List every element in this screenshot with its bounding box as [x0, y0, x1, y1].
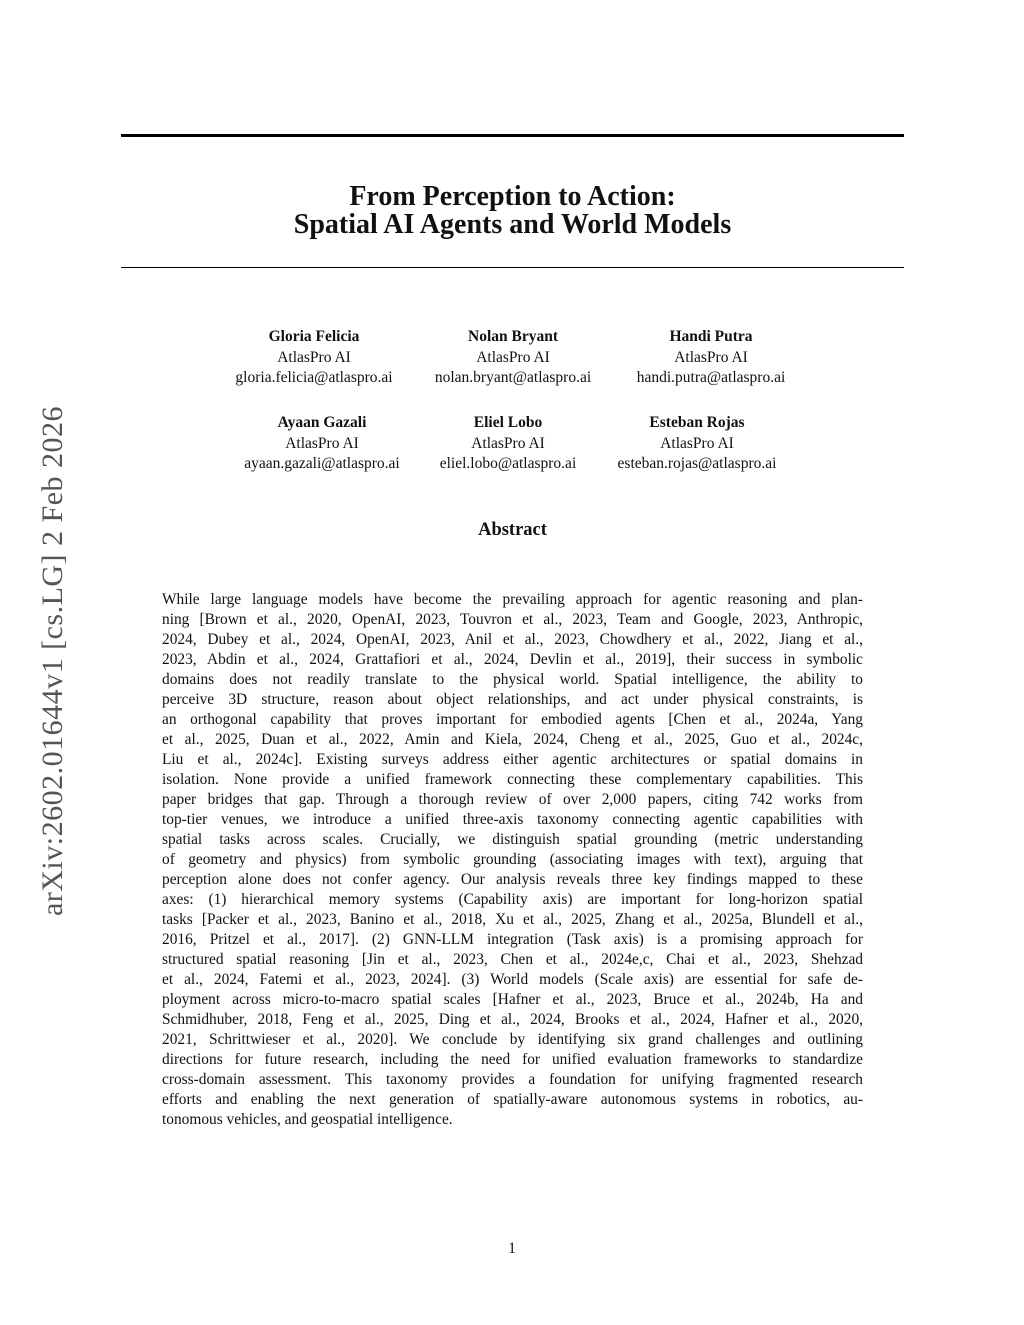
abstract-line: While large language models have become the prevailing approach for agentic reasoning and plan-	[162, 591, 863, 608]
abstract-line: 2016, Pritzel et al., 2017]. (2) GNN-LLM integration (Task axis) is a promising approach for	[162, 931, 863, 948]
author-affiliation: AtlasPro AI	[285, 434, 359, 452]
author-email[interactable]: nolan.bryant@atlaspro.ai	[434, 369, 592, 386]
abstract-line: axes: (1) hierarchical memory systems (Capability axis) are important for long-horizon spatial	[162, 891, 863, 908]
author-affiliation: AtlasPro AI	[277, 348, 351, 366]
abstract-line: domains does not readily translate to the physical world. Spatial intelligence, the ability to	[162, 671, 863, 688]
title-rule-bottom	[121, 267, 904, 268]
title-line-2: Spatial AI Agents and World Models	[293, 209, 732, 240]
abstract-line: Liu et al., 2024c]. Existing surveys address either agentic architectures or spatial domains in	[162, 751, 863, 768]
abstract-line: 2024, Dubey et al., 2024, OpenAI, 2023, Anil et al., 2023, Chowdhery et al., 2022, Jiang et al.,	[162, 631, 863, 648]
abstract-line: perception alone does not confer agency. Our analysis reveals three key findings mapped to these	[162, 871, 863, 888]
abstract-line: paper bridges that gap. Through a thorough review of over 2,000 papers, citing 742 works from	[162, 791, 863, 808]
author-block-ayaan-gazali	[222, 413, 422, 475]
abstract-heading: Abstract	[478, 520, 547, 540]
author-block-eliel-lobo	[408, 413, 608, 475]
abstract-line: et al., 2024, Fatemi et al., 2023, 2024]. (3) World models (Scale axis) are essential for safe de-	[162, 971, 863, 988]
abstract-line: top-tier venues, we introduce a unified three-axis taxonomy connecting agentic capabilities with	[162, 811, 863, 828]
abstract-line: an orthogonal capability that proves important for embodied agents [Chen et al., 2024a, Yang	[162, 711, 863, 728]
abstract-line: 2021, Schrittwieser et al., 2020]. We conclude by identifying six grand challenges and outlining	[162, 1031, 863, 1048]
author-block-esteban-rojas	[597, 413, 797, 475]
author-name: Eliel Lobo	[473, 414, 543, 431]
title-line-1: From Perception to Action:	[349, 181, 676, 212]
author-block-nolan-bryant	[413, 327, 613, 389]
author-block-gloria-felicia	[214, 327, 414, 389]
abstract-line: ployment across micro-to-macro spatial scales [Hafner et al., 2023, Bruce et al., 2024b, Ha and	[162, 991, 863, 1008]
abstract-line: tonomous vehicles, and geospatial intelligence.	[162, 1111, 453, 1128]
author-affiliation: AtlasPro AI	[471, 434, 545, 452]
abstract-line: et al., 2025, Duan et al., 2022, Amin and Kiela, 2024, Cheng et al., 2025, Guo et al., 2024c,	[162, 731, 863, 748]
author-affiliation: AtlasPro AI	[660, 434, 734, 452]
abstract-line: directions for future research, including the need for unified evaluation frameworks to standardize	[162, 1051, 863, 1068]
paper-title	[121, 183, 904, 239]
author-name: Gloria Felicia	[268, 328, 360, 345]
abstract-line: perceive 3D structure, reason about object relationships, and act under physical constraints, is	[162, 691, 863, 708]
abstract-line: Schmidhuber, 2018, Feng et al., 2025, Ding et al., 2024, Brooks et al., 2024, Hafner et al., 2020,	[162, 1011, 863, 1028]
author-block-handi-putra	[611, 327, 811, 389]
author-name: Nolan Bryant	[468, 328, 558, 345]
abstract-line: isolation. None provide a unified framework connecting these complementary capabilities. This	[162, 771, 863, 788]
author-name: Handi Putra	[669, 328, 753, 345]
abstract-line: ning [Brown et al., 2020, OpenAI, 2023, Touvron et al., 2023, Team and Google, 2023, Anthropic,	[162, 611, 863, 628]
author-email[interactable]: ayaan.gazali@atlaspro.ai	[244, 455, 400, 472]
abstract-line: 2023, Abdin et al., 2024, Grattafiori et al., 2024, Devlin et al., 2019], their success in symbolic	[162, 651, 863, 668]
author-affiliation: AtlasPro AI	[674, 348, 748, 366]
abstract-line: efforts and enabling the next generation of spatially-aware autonomous systems in robotics, au-	[162, 1091, 863, 1108]
author-affiliation: AtlasPro AI	[476, 348, 550, 366]
arxiv-identifier-text: arXiv:2602.01644v1 [cs.LG] 2 Feb 2026	[36, 405, 69, 917]
abstract-line: spatial tasks across scales. Crucially, we distinguish spatial grounding (metric understanding	[162, 831, 863, 848]
author-email[interactable]: gloria.felicia@atlaspro.ai	[235, 369, 393, 386]
author-email[interactable]: handi.putra@atlaspro.ai	[636, 369, 786, 386]
abstract-line: structured spatial reasoning [Jin et al., 2023, Chen et al., 2024e,c, Chai et al., 2023, Shehzad	[162, 951, 863, 968]
author-name: Esteban Rojas	[649, 414, 745, 431]
abstract-line: cross-domain assessment. This taxonomy provides a foundation for unifying fragmented research	[162, 1071, 863, 1088]
author-email[interactable]: esteban.rojas@atlaspro.ai	[617, 455, 777, 472]
author-name: Ayaan Gazali	[277, 414, 367, 431]
abstract-line: of geometry and physics) from symbolic grounding (associating images with text), arguing that	[162, 851, 863, 868]
title-rule-top	[121, 134, 904, 137]
abstract-body	[162, 590, 863, 1130]
page-number: 1	[508, 1240, 516, 1257]
author-email[interactable]: eliel.lobo@atlaspro.ai	[439, 455, 577, 472]
abstract-line: tasks [Packer et al., 2023, Banino et al., 2018, Xu et al., 2025, Zhang et al., 2025a, Blundell et al.,	[162, 911, 863, 928]
